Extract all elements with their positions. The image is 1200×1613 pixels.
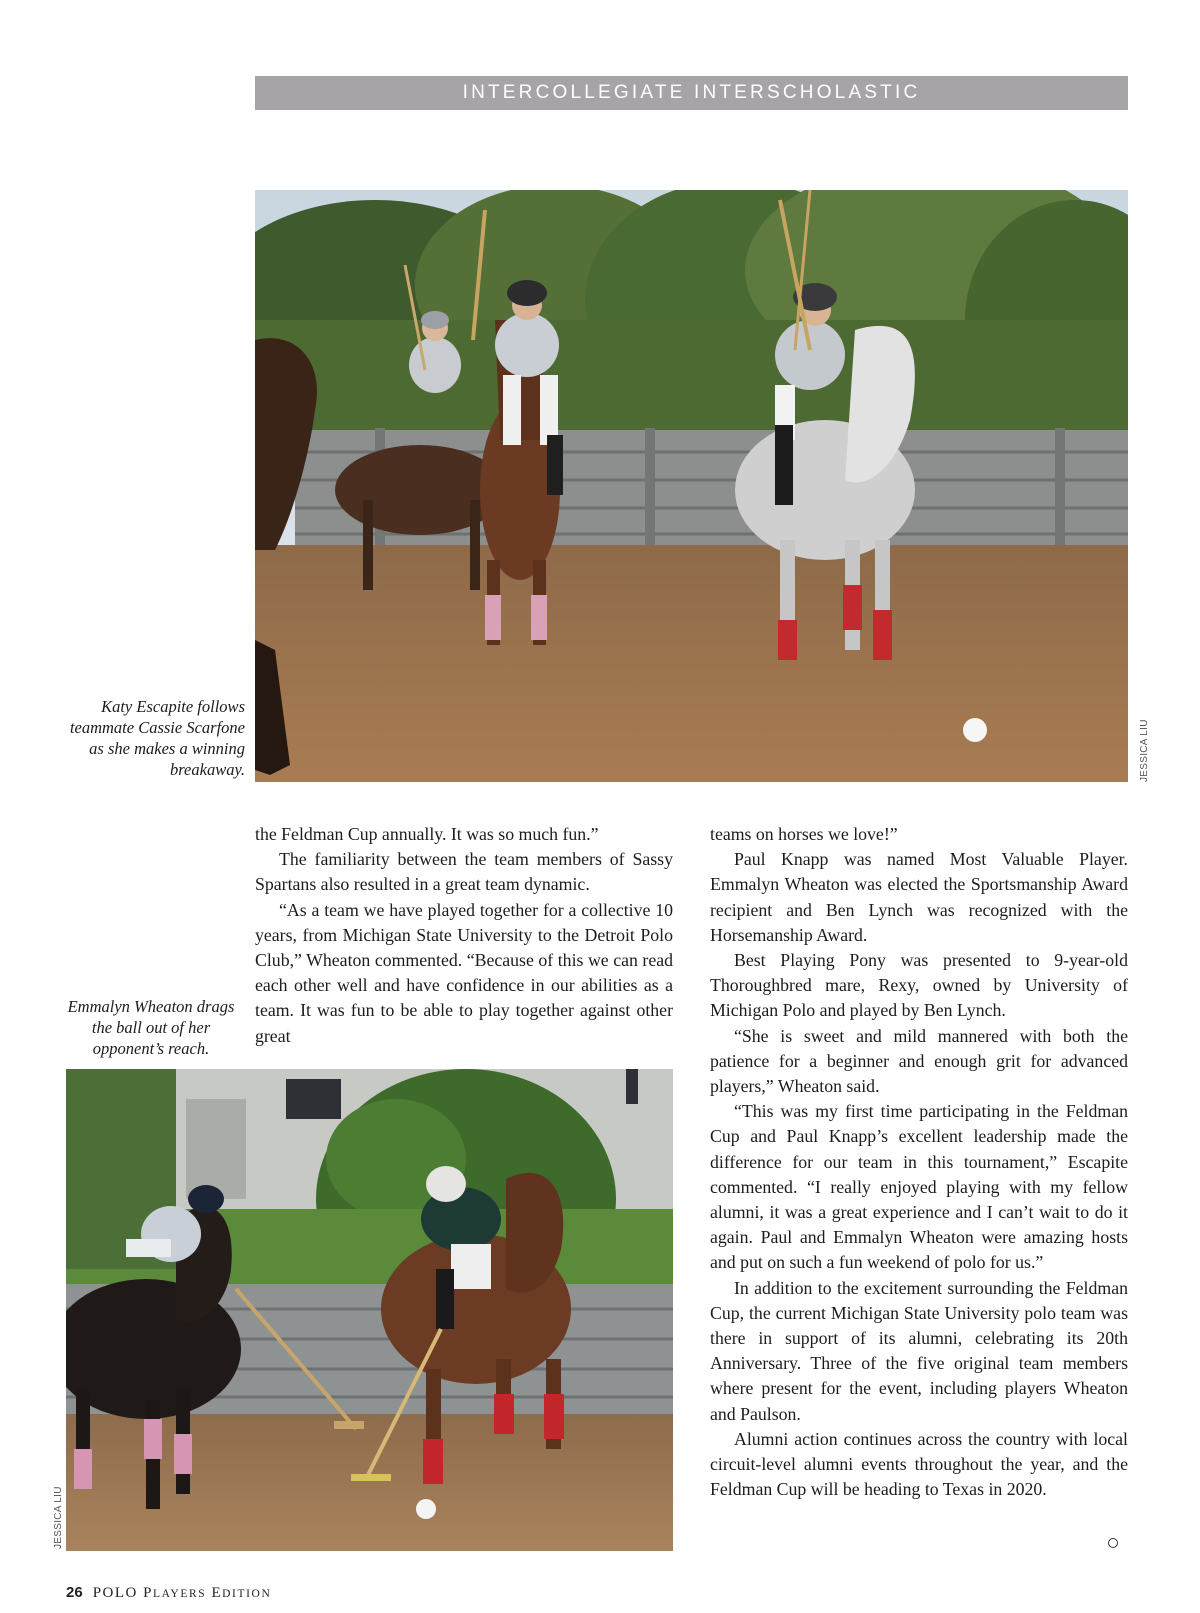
polo-action-photo-bottom xyxy=(66,1069,673,1551)
photo-credit-bottom: JESSICA LIU xyxy=(53,1486,64,1549)
page-footer xyxy=(66,1584,271,1602)
end-of-story-mark xyxy=(1108,1538,1118,1548)
polo-action-photo-top xyxy=(255,190,1128,782)
paragraph: “This was my first time participating in the Feldman Cup and Paul Knapp’s excellent leadership made the difference for our team in this tournament,” Escapite commented. “I really enjoyed playing with my fellow alumni, it was a great experience and I can’t wait to do it again. Paul and Emmalyn Wheaton were amazing hosts and put on such a fun weekend of polo for us.” xyxy=(710,1101,1128,1273)
photo-credit-top: JESSICA LIU xyxy=(1139,719,1150,782)
paragraph: the Feldman Cup annually. It was so much fun.” xyxy=(255,824,599,844)
section-title: INTERCOLLEGIATE INTERSCHOLASTIC xyxy=(462,82,921,103)
paragraph: The familiarity between the team members of Sassy Spartans also resulted in a great team dynamic. xyxy=(255,849,673,895)
paragraph: “She is sweet and mild mannered with both the patience for a beginner and enough grit for advanced players,” Wheaton said. xyxy=(710,1025,1128,1097)
paragraph: Paul Knapp was named Most Valuable Player. Emmalyn Wheaton was elected the Sportsmanship Award recipient and Ben Lynch was recognized with the Horsemanship Award. xyxy=(710,849,1128,945)
paragraph: Alumni action continues across the country with local circuit-level alumni events throughout the year, and the Feldman Cup will be heading to Texas in 2020. xyxy=(710,1428,1128,1500)
paragraph: “As a team we have played together for a collective 10 years, from Michigan State University to the Detroit Polo Club,” Wheaton commented. “Because of this we can read each other well and have confidence in our abilities as a team. It was fun to be able to play together against other great xyxy=(255,899,673,1046)
publication-name: POLO PLAYERS EDITION xyxy=(92,1585,272,1601)
page-number: 26 xyxy=(66,1584,83,1601)
paragraph: Best Playing Pony was presented to 9-year-old Thoroughbred mare, Rexy, owned by University of Michigan Polo and played by Ben Lynch. xyxy=(710,950,1128,1021)
article-column-right xyxy=(710,822,1128,1502)
paragraph: In addition to the excitement surrounding the Feldman Cup, the current Michigan State University polo team was there in support of its alumni, celebrating its 20th Anniversary. Three of the five original team members where present for the event, including players Wheaton and Paulson. xyxy=(710,1277,1128,1424)
section-header xyxy=(255,76,1128,110)
paragraph: teams on horses we love!” xyxy=(710,824,898,844)
article-column-middle xyxy=(255,822,673,1049)
photo-caption-top: Katy Escapite follows teammate Cassie Scarfone as she makes a winning breakaway. xyxy=(69,697,245,779)
photo-caption-bottom: Emmalyn Wheaton drags the ball out of her opponent’s reach. xyxy=(67,997,235,1058)
